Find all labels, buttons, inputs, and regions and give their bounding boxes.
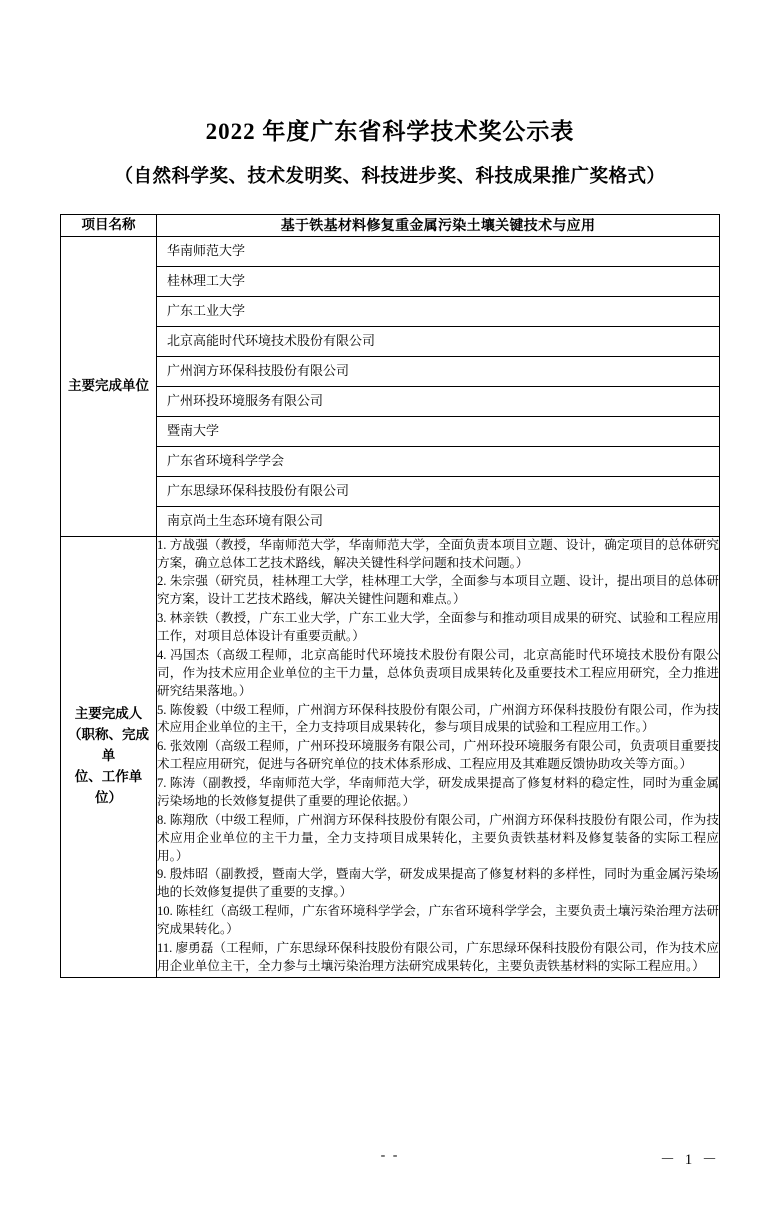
value-main-contributors [157,536,720,977]
list-item: 4. 冯国杰（高级工程师，北京高能时代环境技术股份有限公司，北京高能时代环境技术股份有限公司，作为技术应用企业单位的主干力量，总体负责项目成果转化及重要技术工程应用研究，全力推进研究结果落地。） [157,647,719,698]
list-item: 南京尚土生态环境有限公司 [167,512,324,528]
page-subtitle: （自然科学奖、技术发明奖、科技进步奖、科技成果推广奖格式） [114,166,666,187]
table-row-units [61,236,720,536]
list-item: 暨南大学 [157,417,719,447]
list-item: 广东工业大学 [157,297,719,327]
value-main-units [157,236,720,536]
list-item: 7. 陈涛（副教授，华南师范大学，华南师范大学，研发成果提高了修复材料的稳定性，同时为重金属污染场地的长效修复提供了重要的理论依据。） [157,776,719,808]
list-item: 桂林理工大学 [157,267,719,297]
label-main-contributors: 主要完成人 （职称、完成单 位、工作单位） [61,536,157,977]
list-item: 3. 林亲铁（教授，广东工业大学，广东工业大学，全面参与和推动项目成果的研究、试验和工程应用工作，对项目总体设计有重要贡献。） [157,611,719,644]
list-item: 1. 方战强（教授，华南师范大学，华南师范大学，全面负责本项目立题、设计，确定项目的总体研究方案，确立总体工艺技术路线，解决关键性科学问题和技术问题。） [157,537,719,570]
value-project-name: 基于铁基材料修复重金属污染土壤关键技术与应用 [157,214,720,236]
document-page [0,118,780,1220]
list-item: 5. 陈俊毅（中级工程师，广州润方环保科技股份有限公司，广州润方环保科技股份有限公司，作为技术应用企业单位的主干，全力支持项目成果转化，参与项目成果的试验和工程应用工作。） [157,702,719,735]
list-item: 广东思绿环保科技股份有限公司 [157,477,719,507]
label-project-name: 项目名称 [61,214,157,236]
list-item: 10. 陈桂红（高级工程师，广东省环境科学学会，广东省环境科学学会，主要负责土壤污染治理方法研究成果转化。） [157,904,719,937]
list-item: 北京高能时代环境技术股份有限公司 [157,327,719,357]
award-publicity-table [60,214,720,978]
list-item: 11. 廖勇磊（工程师，广东思绿环保科技股份有限公司，广东思绿环保科技股份有限公司，作为技术应用企业单位主干，全力参与土壤污染治理方法研究成果转化，主要负责铁基材料的实际工程应用。） [157,940,719,973]
list-item: 华南师范大学 [157,237,719,267]
list-item: 9. 殷炜昭（副教授，暨南大学，暨南大学，研发成果提高了修复材料的多样性，同时为重金属污染场地的长效修复提供了重要的支撑。） [157,867,719,900]
page-title: 2022 年度广东省科学技术奖公示表 [205,119,575,144]
table-row-people [61,536,720,977]
list-item: 广州环投环境服务有限公司 [157,387,719,417]
table-row-project-name [61,214,720,236]
list-item: 8. 陈翔欣（中级工程师，广州润方环保科技股份有限公司，广州润方环保科技股份有限公司，作为技术应用企业单位的主干力量，全力支持项目成果转化，主要负责铁基材料及修复装备的实际工程应用。） [157,812,719,863]
page-footer [0,1148,780,1168]
list-item: 2. 朱宗强（研究员，桂林理工大学，桂林理工大学，全面参与本项目立题、设计，提出项目的总体研究方案，设计工艺技术路线，解决关键性问题和难点。） [157,574,719,607]
page-number: － 1 － [659,1152,720,1168]
footer-dashes: - - [380,1148,400,1163]
list-item: 6. 张效刚（高级工程师，广州环投环境服务有限公司，广州环投环境服务有限公司，负责项目重要技术工程应用研究，促进与各研究单位的技术体系形成、工程应用及其难题反馈协助攻关等方面。） [157,739,719,772]
list-item: 广州润方环保科技股份有限公司 [157,357,719,387]
label-main-units: 主要完成单位 [61,236,157,536]
list-item: 广东省环境科学学会 [157,447,719,477]
